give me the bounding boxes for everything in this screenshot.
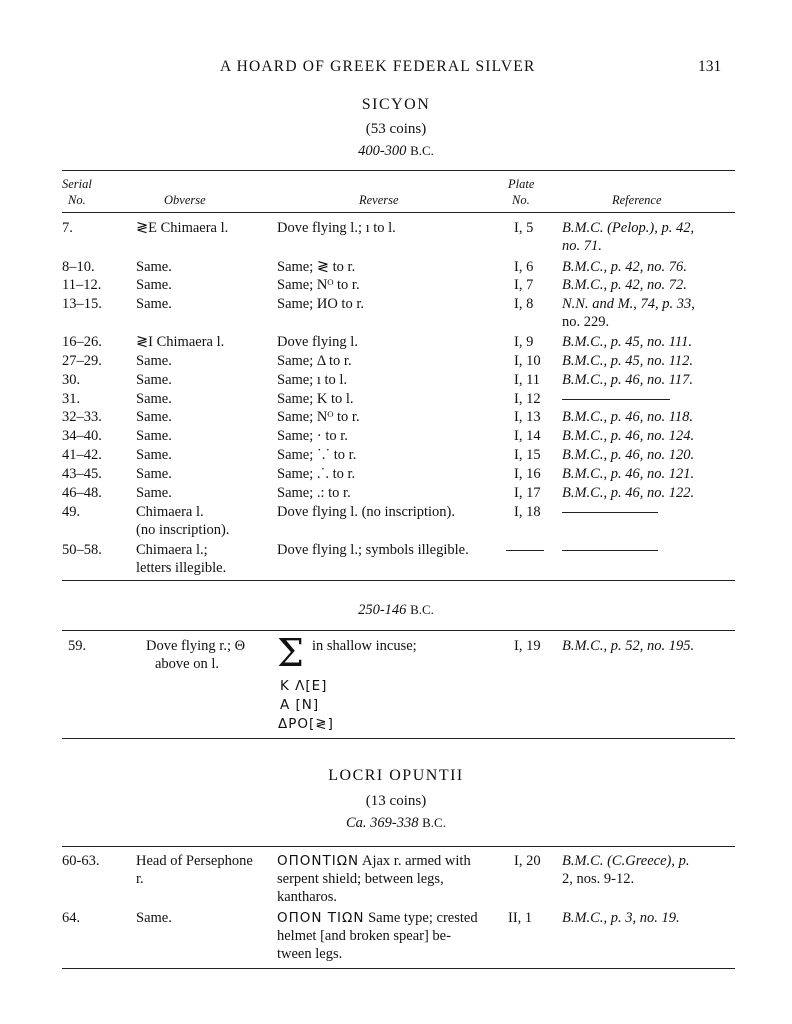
header-serial: Serial bbox=[62, 177, 92, 191]
locri-coin-count: (13 coins) bbox=[365, 793, 427, 809]
reverse-cell: OΠONTIΩN Ajax r. armed with bbox=[277, 853, 471, 869]
section-rule bbox=[62, 580, 735, 581]
section-rule bbox=[62, 846, 735, 847]
empty-reference-dash bbox=[562, 541, 658, 559]
section-title-sicyon: SICYON bbox=[361, 96, 431, 113]
section-title-locri: LOCRI OPUNTII bbox=[328, 767, 464, 784]
sigma-symbol: Σ bbox=[277, 631, 304, 675]
header-serial-no: No. bbox=[68, 193, 86, 207]
sicyon-coin-count: (53 coins) bbox=[365, 121, 427, 137]
empty-reference-dash bbox=[562, 503, 658, 521]
section-rule bbox=[62, 738, 735, 739]
locri-date: Ca. 369-338 B.C. bbox=[346, 815, 446, 831]
header-plate-no: No. bbox=[512, 193, 530, 207]
header-reference: Reference bbox=[612, 193, 662, 207]
sicyon-date-2: 250-146 B.C. bbox=[358, 602, 434, 618]
reverse-cell: OΠON TIΩN Same type; crested bbox=[277, 910, 478, 926]
page-number: 131 bbox=[698, 58, 722, 75]
table-top-rule bbox=[62, 170, 735, 171]
sicyon-date: 400-300 B.C. bbox=[358, 143, 434, 159]
table-bottom-rule bbox=[62, 968, 735, 969]
header-obverse: Obverse bbox=[164, 193, 206, 207]
header-reverse: Reverse bbox=[359, 193, 399, 207]
running-head: A HOARD OF GREEK FEDERAL SILVER bbox=[220, 58, 536, 75]
header-rule bbox=[62, 212, 735, 213]
section-rule bbox=[62, 630, 735, 631]
empty-reference-dash bbox=[562, 390, 670, 408]
header-plate: Plate bbox=[508, 177, 535, 191]
empty-plate-dash bbox=[506, 541, 544, 559]
